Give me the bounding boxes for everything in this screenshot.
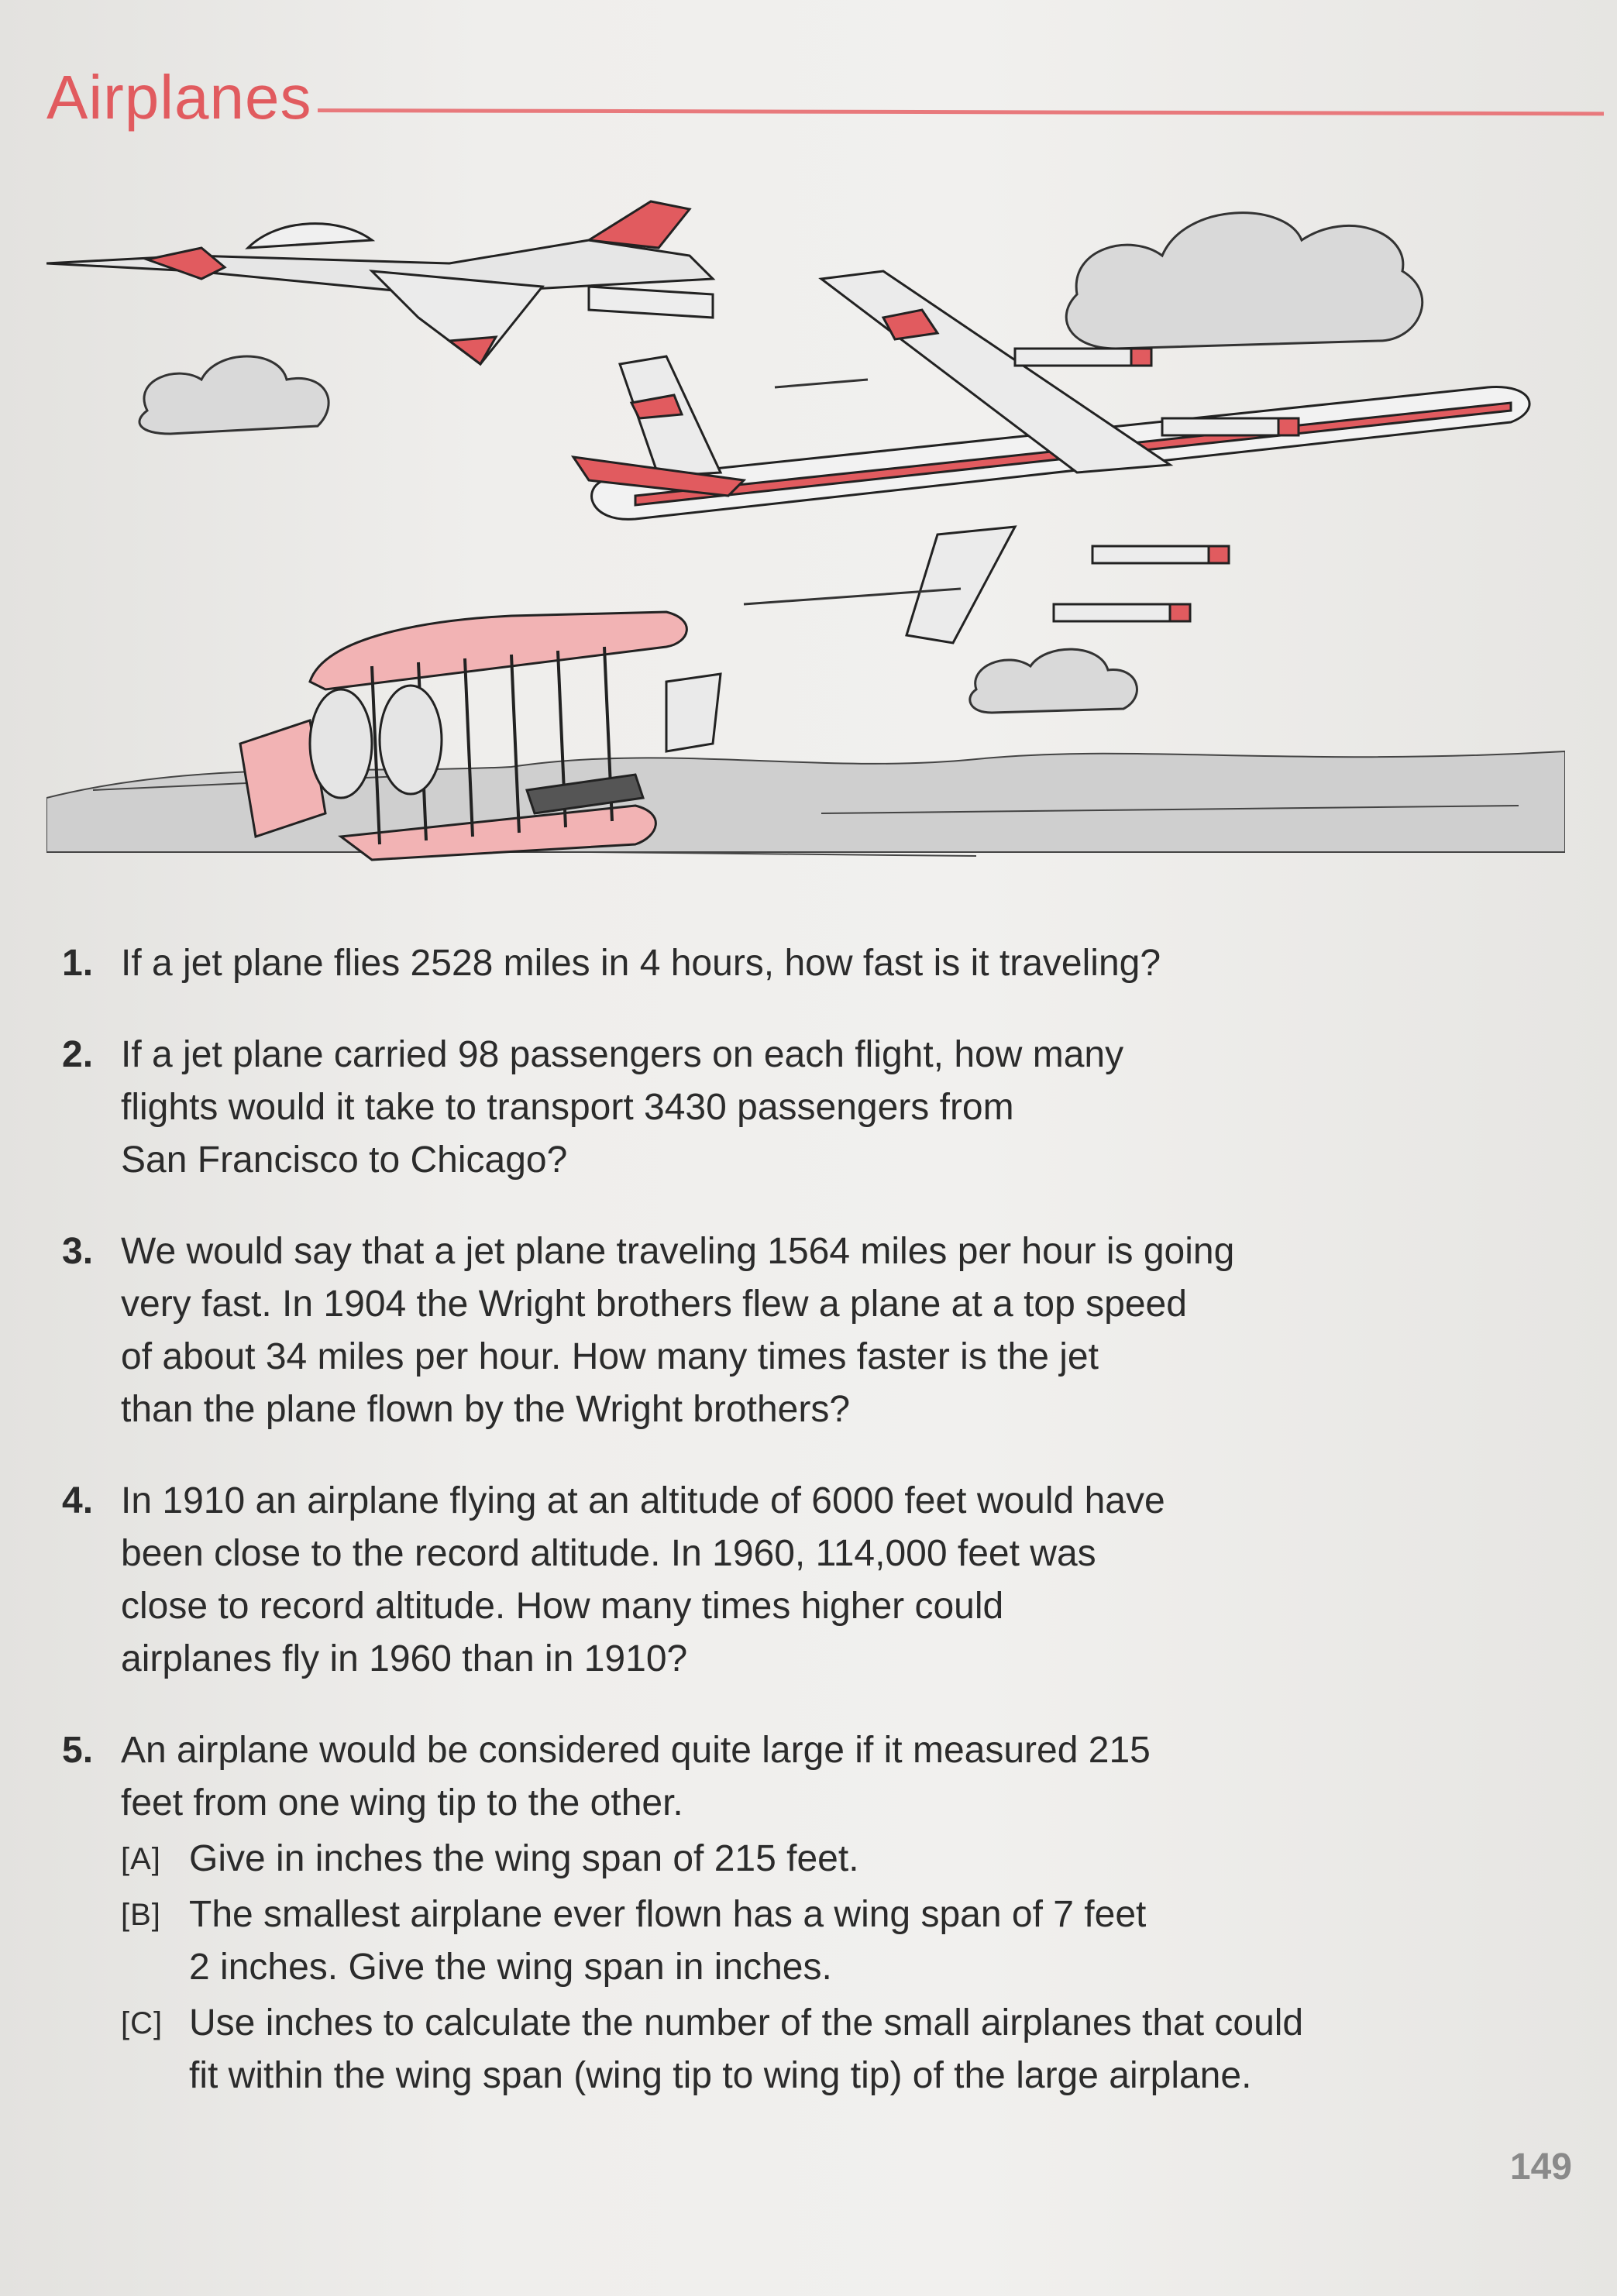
- question-3: [62, 1225, 1534, 1436]
- question-4: [62, 1475, 1534, 1686]
- question-number: 5.: [62, 1730, 94, 1771]
- header: [46, 54, 1565, 139]
- question-number: 1.: [62, 943, 94, 984]
- question-body: [121, 1724, 1469, 2102]
- question-5: [62, 1724, 1534, 2102]
- question-5-part-a: [121, 1833, 1469, 1885]
- airplanes-illustration: [46, 155, 1565, 883]
- question-1: [62, 937, 1534, 990]
- question-text: In 1910 an airplane flying at an altitude of 6000 feet would have been close to the record altitude. In 1960, 114,000 feet was close to record altitude. How many times higher could airplanes fly in 1960 than in 1910?: [121, 1480, 1165, 1679]
- part-letter: [C]: [121, 2006, 163, 2040]
- question-2: [62, 1029, 1534, 1187]
- question-number: 3.: [62, 1231, 94, 1272]
- fighter-jet-icon: [46, 201, 713, 364]
- question-text: We would say that a jet plane traveling 1564 miles per hour is going very fast. In 1904 the Wright brothers flew a plane at a top speed of about 34 miles per hour. How many times faster is the jet than the plane flown by the Wright brothers?: [121, 1231, 1235, 1430]
- title-rule: [318, 108, 1604, 115]
- question-number: 4.: [62, 1480, 94, 1521]
- part-text: Give in inches the wing span of 215 feet.: [189, 1838, 859, 1879]
- question-text: If a jet plane carried 98 passengers on each flight, how many flights would it take to transport 3430 passengers from San Francisco to Chicago?: [121, 1034, 1124, 1181]
- question-text: If a jet plane flies 2528 miles in 4 hours, how fast is it traveling?: [121, 943, 1161, 984]
- page-number: 149: [1509, 2146, 1572, 2188]
- part-text: The smallest airplane ever flown has a wing span of 7 feet 2 inches. Give the wing span in inches.: [189, 1894, 1147, 1988]
- part-letter: [A]: [121, 1842, 161, 1876]
- question-number: 2.: [62, 1034, 94, 1075]
- question-5-part-b: [121, 1889, 1469, 1994]
- question-list: [62, 937, 1534, 2141]
- question-text: An airplane would be considered quite large if it measured 215 feet from one wing tip to the other.: [121, 1730, 1151, 1823]
- question-5-part-c: [121, 1997, 1469, 2102]
- part-text: Use inches to calculate the number of the small airplanes that could fit within the wing span (wing tip to wing tip) of the large airplane.: [189, 2002, 1304, 2096]
- part-letter: [B]: [121, 1898, 161, 1932]
- page-title: Airplanes: [46, 63, 312, 132]
